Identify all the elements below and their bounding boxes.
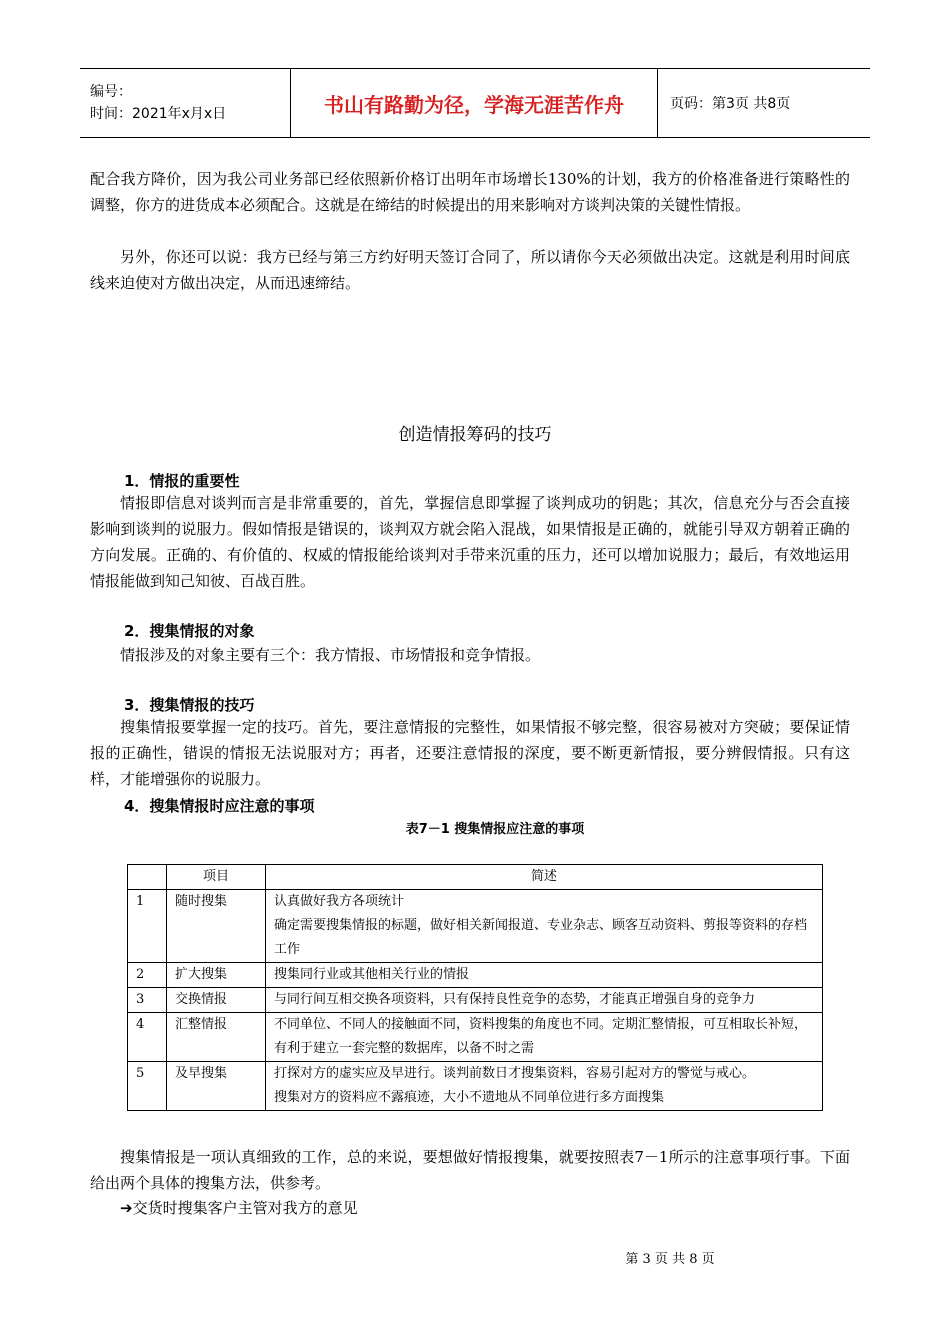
paragraph-1: 情报即信息对谈判而言是非常重要的，首先，掌握信息即掌握了谈判成功的钥匙；其次，信息充分与否会直接影响到谈判的说服力。假如情报是错误的，谈判双方就会陷入混战，如果情报是正确的，就能引导双方朝着正确的方向发展。正确的、有价值的、权威的情报能给谈判对手带来沉重的压力，还可以增加说服力；最后，有效地运用情报能做到知己知彼、百战百胜。 <box>90 494 850 590</box>
row-num: 2 <box>128 963 167 988</box>
row-item: 交换情报 <box>167 988 266 1013</box>
row-desc <box>266 1013 823 1062</box>
table-row <box>128 890 823 963</box>
paragraph-3: 搜集情报要掌握一定的技巧。首先，要注意情报的完整性，如果情报不够完整，很容易被对方突破；要保证情报的正确性，错误的情报无法说服对方；再者，还要注意情报的深度，要不断更新情报，要分辨假情报。只有这样，才能增强你的说服力。 <box>90 718 850 788</box>
row-num: 4 <box>128 1013 167 1062</box>
row-num: 1 <box>128 890 167 963</box>
heading-3: 3．搜集情报的技巧 <box>124 696 255 714</box>
table-row <box>128 1062 823 1111</box>
row-desc <box>266 988 823 1013</box>
intro-paragraph-2: 另外，你还可以说：我方已经与第三方约好明天签订合同了，所以请你今天必须做出决定。这就是利用时间底线来迫使对方做出决定，从而迅速缔结。 <box>90 248 850 292</box>
row-desc <box>266 890 823 963</box>
heading-4: 4．搜集情报时应注意的事项 <box>124 797 315 815</box>
row-desc-line: 确定需要搜集情报的标题，做好相关新闻报道、专业杂志、顾客互动资料、剪报等资料的存档工作 <box>274 918 808 957</box>
closing-bullet-text: 交货时搜集客户主管对我方的意见 <box>132 1199 358 1217</box>
header-page-info-text: 页码：第3页 共8页 <box>670 96 791 112</box>
row-desc-line: 认真做好我方各项统计 <box>274 894 405 909</box>
header-number-label: 编号： <box>90 84 132 100</box>
row-desc-line: 搜集同行业或其他相关行业的情报 <box>274 967 470 982</box>
row-item: 扩大搜集 <box>167 963 266 988</box>
table-row <box>128 963 823 988</box>
table-header-desc: 简述 <box>266 865 823 890</box>
header-meta <box>80 69 291 137</box>
row-desc-line: 打探对方的虚实应及早进行。谈判前数日才搜集资料，容易引起对方的警觉与戒心。 <box>274 1066 756 1081</box>
page-footer: 第 3 页 共 8 页 <box>625 1252 715 1267</box>
row-item: 及早搜集 <box>167 1062 266 1111</box>
heading-2: 2．搜集情报的对象 <box>124 622 255 640</box>
row-desc-line: 不同单位、不同人的接触面不同，资料搜集的角度也不同。定期汇整情报，可互相取长补短，有利于建立一套完整的数据库，以备不时之需 <box>274 1017 808 1056</box>
row-num: 5 <box>128 1062 167 1111</box>
heading-1: 1．情报的重要性 <box>124 472 240 490</box>
section-title: 创造情报筹码的技巧 <box>398 425 552 445</box>
row-desc <box>266 963 823 988</box>
table-row <box>128 1013 823 1062</box>
table-header-num <box>128 865 167 890</box>
row-desc <box>266 1062 823 1111</box>
row-item: 汇整情报 <box>167 1013 266 1062</box>
paragraph-2: 情报涉及的对象主要有三个：我方情报、市场情报和竞争情报。 <box>120 646 541 664</box>
table-caption: 表7－1 搜集情报应注意的事项 <box>405 822 585 837</box>
row-item: 随时搜集 <box>167 890 266 963</box>
header-motto-text: 书山有路勤为径，学海无涯苦作舟 <box>324 92 624 117</box>
page-header <box>80 68 870 138</box>
closing-bullet <box>90 1195 850 1221</box>
notes-table <box>127 864 823 1111</box>
row-desc-line: 搜集对方的资料应不露痕迹，大小不遗地从不同单位进行多方面搜集 <box>274 1090 665 1105</box>
row-desc-line: 与同行间互相交换各项资料，只有保持良性竞争的态势，才能真正增强自身的竞争力 <box>274 992 756 1007</box>
header-page-info <box>658 69 870 137</box>
header-date-label: 时间：2021年x月x日 <box>90 106 227 122</box>
table-header-item: 项目 <box>167 865 266 890</box>
header-motto <box>291 69 658 137</box>
table-header-row <box>128 865 823 890</box>
closing-paragraph: 搜集情报是一项认真细致的工作，总的来说，要想做好情报搜集，就要按照表7－1所示的注意事项行事。下面给出两个具体的搜集方法，供参考。 <box>90 1148 850 1192</box>
row-num: 3 <box>128 988 167 1013</box>
intro-paragraph-1: 配合我方降价，因为我公司业务部已经依照新价格订出明年市场增长130%的计划，我方的价格准备进行策略性的调整，你方的进货成本必须配合。这就是在缔结的时候提出的用来影响对方谈判决策的关键性情报。 <box>90 170 850 214</box>
table-row <box>128 988 823 1013</box>
arrow-icon: ➔ <box>120 1199 133 1217</box>
